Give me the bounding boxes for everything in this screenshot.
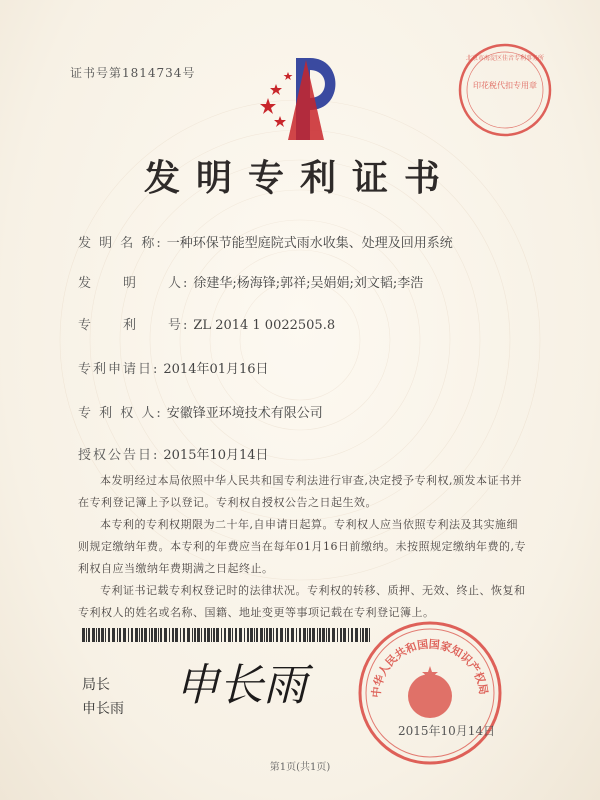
certificate-title: 发明专利证书 bbox=[143, 158, 456, 199]
director-title: 局长 bbox=[82, 677, 110, 693]
official-seal bbox=[355, 618, 505, 768]
signature-text: 申长雨 bbox=[175, 660, 307, 711]
field-value: 徐建华;杨海锋;郭祥;吴娟娟;刘文韬;李浩 bbox=[193, 276, 424, 291]
sipo-logo-icon bbox=[258, 40, 348, 150]
seal-date: 2015年10月14日 bbox=[398, 724, 496, 738]
barcode bbox=[82, 628, 372, 642]
field-patentee bbox=[78, 402, 323, 421]
field-label: 发 明 人: bbox=[78, 276, 190, 291]
body-paragraph: 本发明经过本局依照中华人民共和国专利法进行审查,决定授予专利权,颁发本证书并在专利登记簿上予以登记。专利权自授权公告之日起生效。 bbox=[78, 474, 522, 509]
body-paragraph: 本专利的专利权期限为二十年,自申请日起算。专利权人应当依照专利法及其实施细则规定缴纳年费。本专利的年费应当在每年01月16日前缴纳。未按照规定缴纳年费的,专利权自应当缴纳年费期满之日起终止。 bbox=[78, 518, 526, 575]
body-paragraph: 专利证书记载专利权登记时的法律状况。专利权的转移、质押、无效、终止、恢复和专利权人的姓名或名称、国籍、地址变更等事项记载在专利登记簿上。 bbox=[78, 584, 526, 619]
seal-text: 中华人民共和国国家知识产权局 bbox=[369, 637, 491, 699]
field-value: ZL 2014 1 0022505.8 bbox=[193, 318, 336, 333]
agent-stamp bbox=[455, 40, 555, 140]
field-value: 一种环保节能型庭院式雨水收集、处理及回用系统 bbox=[166, 236, 453, 251]
field-inventors bbox=[78, 272, 423, 291]
field-value: 2015年10月14日 bbox=[163, 448, 269, 463]
director-signature bbox=[170, 650, 340, 720]
field-label: 发 明 名 称: bbox=[78, 236, 163, 251]
agent-stamp-ring-text: 北京市海淀区佳音专利事务所 bbox=[465, 55, 545, 62]
certificate-body bbox=[78, 470, 528, 624]
field-label: 专利申请日: bbox=[78, 362, 160, 377]
agent-stamp-inner-text: 印花税代扣专用章 bbox=[473, 81, 537, 90]
field-label: 专 利 权 人: bbox=[78, 406, 163, 421]
field-label: 专 利 号: bbox=[78, 318, 190, 333]
director-name: 申长雨 bbox=[82, 701, 124, 717]
field-patent-number bbox=[78, 314, 335, 333]
field-application-date bbox=[78, 358, 269, 377]
field-value: 2014年01月16日 bbox=[163, 362, 269, 377]
field-label: 授权公告日: bbox=[78, 448, 160, 463]
page-footer: 第1页(共1页) bbox=[269, 762, 331, 773]
field-value: 安徽锋亚环境技术有限公司 bbox=[166, 406, 323, 421]
field-invention-name bbox=[78, 232, 453, 251]
field-grant-date bbox=[78, 444, 269, 463]
certificate-number: 证书号第1814734号 bbox=[70, 66, 196, 80]
